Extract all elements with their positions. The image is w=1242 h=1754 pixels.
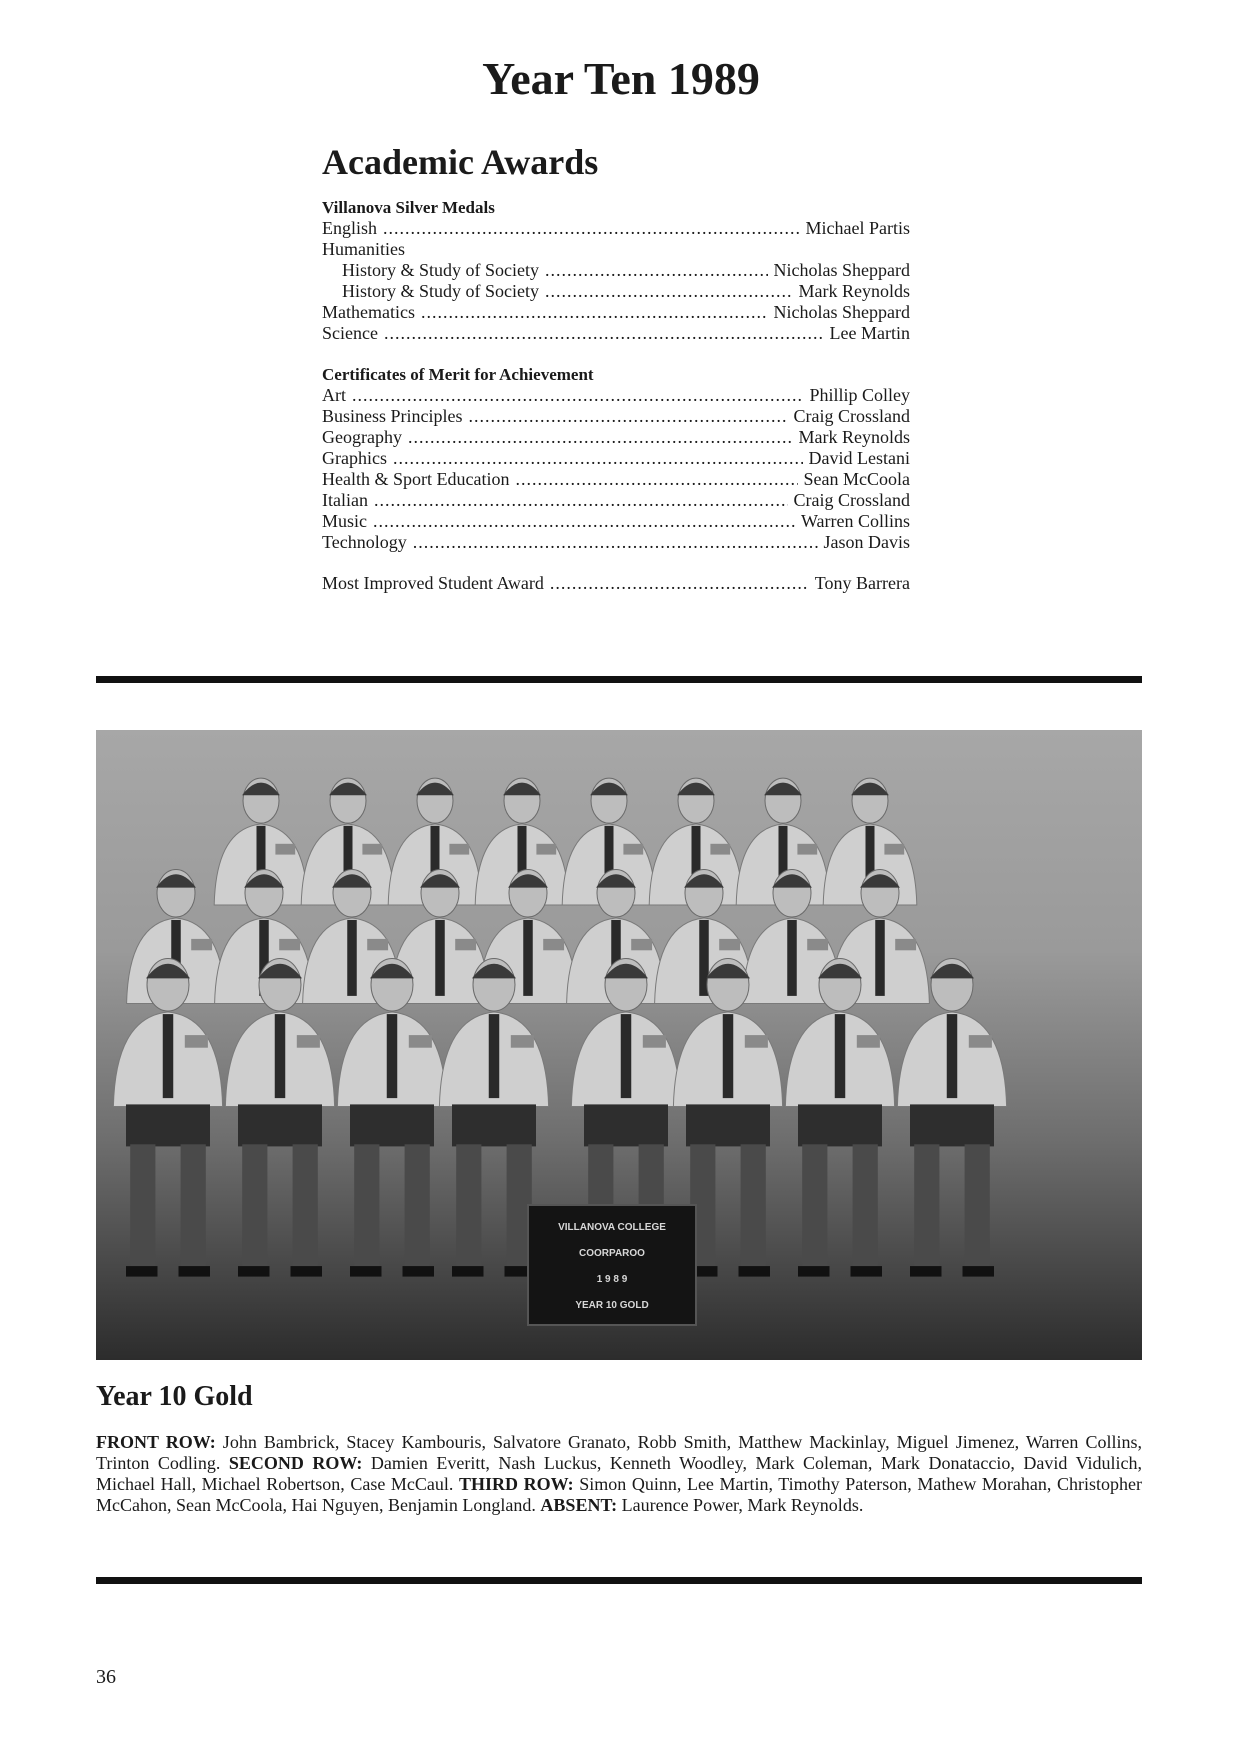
award-recipient: Sean McCoola <box>803 469 910 489</box>
sign-line-3: 1 9 8 9 <box>596 1274 628 1285</box>
award-row <box>322 218 910 239</box>
dot-leader <box>408 427 793 448</box>
class-photo-illustration <box>96 730 1142 1360</box>
caption-row-names: Simon Quinn, Lee Martin, Timothy Paterson, Mathew Morahan, Christopher McCahon, Sean McCoola, Hai Nguyen, Benjamin Longland. <box>96 1474 1142 1515</box>
student-figure <box>337 958 446 1276</box>
dot-leader <box>421 302 768 323</box>
caption-row-label: ABSENT: <box>540 1495 618 1515</box>
merit-certificates-group <box>322 364 910 553</box>
class-group-photo <box>96 730 1142 1360</box>
award-recipient: David Lestani <box>808 448 910 468</box>
award-subject: Science <box>322 323 378 343</box>
award-row <box>322 385 910 406</box>
dot-leader <box>413 532 818 553</box>
caption-row-names: Laurence Power, Mark Reynolds. <box>617 1495 864 1515</box>
award-subject: Art <box>322 385 346 405</box>
award-subject: Italian <box>322 490 368 510</box>
award-recipient: Mark Reynolds <box>798 427 910 447</box>
sign-line-2: COORPAROO <box>579 1248 645 1259</box>
award-recipient: Craig Crossland <box>793 490 910 510</box>
award-recipient: Nicholas Sheppard <box>773 302 910 322</box>
dot-leader <box>545 281 793 302</box>
merit-certificates-heading: Certificates of Merit for Achievement <box>322 365 594 384</box>
page-title: Year Ten 1989 <box>482 53 760 104</box>
section-title: Academic Awards <box>322 142 599 182</box>
award-subject: Music <box>322 511 367 531</box>
award-recipient: Nicholas Sheppard <box>773 260 910 280</box>
sign-line-4: YEAR 10 GOLD <box>575 1300 649 1311</box>
dot-leader <box>384 323 824 344</box>
caption-title: Year 10 Gold <box>96 1381 253 1412</box>
award-subject: History & Study of Society <box>342 281 539 301</box>
caption-row-names: Damien Everitt, Nash Luckus, Kenneth Woodley, Mark Coleman, Mark Donataccio, David Vidulich, Michael Hall, Michael Robertson, Case McCaul. <box>96 1453 1142 1494</box>
student-figure <box>113 958 222 1276</box>
award-subject: Health & Sport Education <box>322 469 510 489</box>
name-board <box>528 1205 696 1325</box>
sign-line-1: VILLANOVA COLLEGE <box>558 1222 666 1233</box>
awards-list <box>322 197 910 594</box>
student-figure <box>897 958 1006 1276</box>
caption-row-names: John Bambrick, Stacey Kambouris, Salvatore Granato, Robb Smith, Matthew Mackinlay, Miguel Jimenez, Warren Collins, Trinton Codling. <box>96 1432 1142 1473</box>
award-recipient: Jason Davis <box>823 532 910 552</box>
award-recipient: Tony Barrera <box>814 573 910 593</box>
award-subject: Most Improved Student Award <box>322 573 544 593</box>
award-row <box>322 490 910 511</box>
photo-caption <box>96 1432 1142 1516</box>
caption-row-label: THIRD ROW: <box>459 1474 574 1494</box>
award-recipient: Mark Reynolds <box>798 281 910 301</box>
award-subject: Geography <box>322 427 402 447</box>
award-row <box>322 532 910 553</box>
award-subject: Mathematics <box>322 302 415 322</box>
award-row <box>322 281 910 302</box>
award-row <box>322 260 910 281</box>
student-figure <box>785 958 894 1276</box>
most-improved-award-row <box>322 573 910 594</box>
award-recipient: Michael Partis <box>805 218 910 238</box>
top-divider-rule <box>96 676 1142 683</box>
award-row <box>322 511 910 532</box>
award-subject: Business Principles <box>322 406 463 426</box>
dot-leader <box>515 469 797 490</box>
award-row <box>322 448 910 469</box>
award-subject: History & Study of Society <box>342 260 539 280</box>
award-subject: English <box>322 218 378 238</box>
dot-leader <box>469 406 788 427</box>
award-row <box>322 427 910 448</box>
caption-row-label: SECOND ROW: <box>228 1453 363 1473</box>
dot-leader <box>373 511 795 532</box>
award-recipient: Warren Collins <box>800 511 910 531</box>
award-row <box>322 302 910 323</box>
caption-row-label: FRONT ROW: <box>96 1432 216 1452</box>
award-subject: Graphics <box>322 448 387 468</box>
dot-leader <box>352 385 803 406</box>
award-subject: Humanities <box>322 239 405 259</box>
award-subject: Technology <box>322 532 407 552</box>
award-row <box>322 239 910 260</box>
dot-leader <box>374 490 788 511</box>
award-recipient: Lee Martin <box>829 323 910 343</box>
merit-certificates-rows <box>322 385 910 553</box>
award-row <box>322 323 910 344</box>
award-row <box>322 469 910 490</box>
silver-medals-heading: Villanova Silver Medals <box>322 198 495 217</box>
student-figure <box>225 958 334 1276</box>
dot-leader <box>383 218 800 239</box>
page-number: 36 <box>96 1666 116 1688</box>
award-recipient: Craig Crossland <box>793 406 910 426</box>
bottom-divider-rule <box>96 1577 1142 1584</box>
dot-leader <box>550 573 809 594</box>
silver-medals-rows <box>322 218 910 344</box>
award-recipient: Phillip Colley <box>809 385 910 405</box>
dot-leader <box>393 448 803 469</box>
award-row <box>322 406 910 427</box>
dot-leader <box>545 260 768 281</box>
silver-medals-group <box>322 197 910 344</box>
